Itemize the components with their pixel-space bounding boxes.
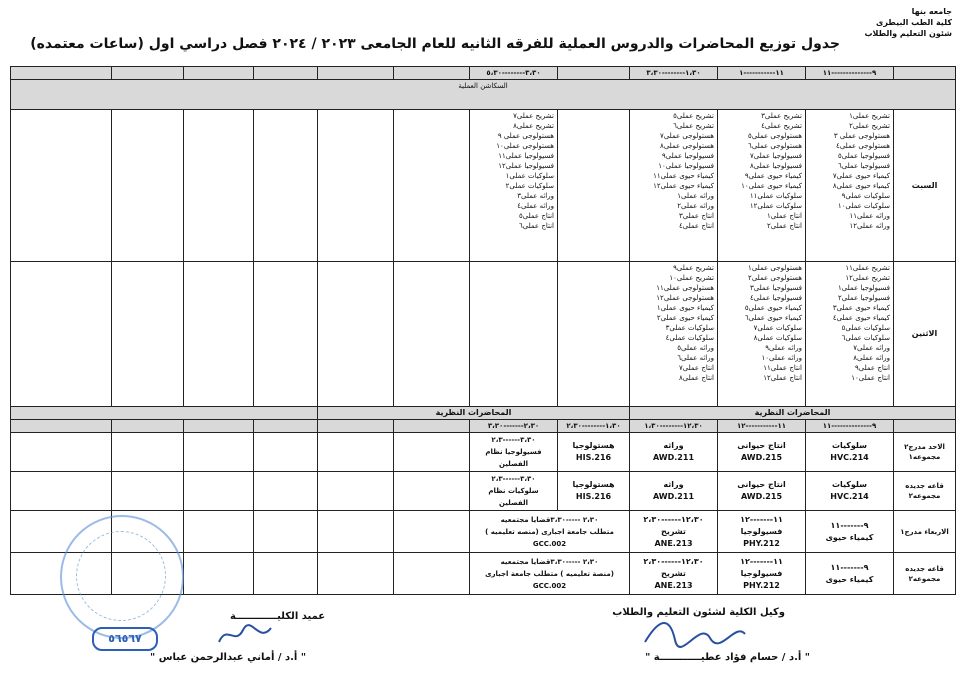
course-cell: ٣،٣٠------٢،٣ فسيولوجيا نظام الفصلين [470, 433, 558, 472]
practical-section-item: هستولوجى عملى١١ [656, 284, 714, 292]
practical-section-item: وراثه عملى٩ [765, 344, 802, 352]
practical-section-item: سلوكيات عملى٣ [665, 324, 714, 332]
practical-section-item: انتاج عملى٢ [766, 222, 802, 230]
practical-section-item: هستولوجى عملى٤ [836, 142, 890, 150]
time-slot: ١،٣٠--------٣،٣٠ [630, 67, 718, 80]
practical-section-item: هستولوجى عملى٦ [748, 142, 802, 150]
practical-section-item: كيمياء حيوى عملى٣ [832, 304, 890, 312]
faculty-stamp [60, 515, 184, 639]
practical-section-item: انتاج عملى٧ [678, 364, 714, 372]
practical-section-item: سلوكيات عملى٢ [505, 182, 554, 190]
time-slot: ٩--------------١١ [806, 67, 894, 80]
practical-section-item: سلوكيات عملى٦ [841, 334, 890, 342]
practical-section-item: سلوكيات عملى١٠ [837, 202, 890, 210]
practical-section-item: تشريح عملى١٢ [845, 274, 890, 282]
course-cell: ١١-------١٢ فسيولوجيا PHY.212 [718, 553, 806, 595]
practical-section-item: هستولوجى عملى٥ [748, 132, 802, 140]
course-cell: ١١-------١٢ فسيولوجيا PHY.212 [718, 511, 806, 553]
practical-section-item: انتاج عملى٥ [518, 212, 554, 220]
department-name: شئون التعليم والطلاب [864, 29, 952, 38]
theory-label-right: المحاضرات النظرية [630, 407, 956, 420]
practical-section-item: وراثه عملى١٠ [761, 354, 802, 362]
course-cell: انتاج حيوانى AWD.215 [718, 472, 806, 511]
practical-section-item: انتاج عملى٣ [678, 212, 714, 220]
practical-section-item: تشريح عملى٣ [761, 112, 802, 120]
practical-section-item: كيمياء حيوى عملى١٠ [741, 182, 802, 190]
dean-signature [215, 622, 275, 648]
dean-name: " أ.د / أماني عبدالرحمن عباس " [150, 652, 307, 663]
practical-section-item: وراثه عملى٥ [677, 344, 714, 352]
sat-slot-2 [718, 110, 806, 262]
practical-section-item: فسيولوجيا عملى٧ [749, 152, 802, 160]
practical-section-item: سلوكيات عملى٩ [841, 192, 890, 200]
practical-section-item: انتاج عملى١٠ [851, 374, 890, 382]
stamp-number: ٥٦٥٦٧ [92, 627, 158, 651]
practical-section-item: فسيولوجيا عملى٤ [749, 294, 802, 302]
practical-section-item: هستولوجى عملى١ [748, 264, 802, 272]
practical-section-item: فسيولوجيا عملى٢ [837, 294, 890, 302]
practical-section-item: انتاج عملى١ [766, 212, 802, 220]
practical-section-item: فسيولوجيا عملى٩ [661, 152, 714, 160]
practical-section-item: تشريح عملى٢ [849, 122, 890, 130]
vice-dean-signature [640, 612, 750, 648]
theory-time: ١٢،٣٠--------١،٣٠ [630, 420, 718, 433]
practical-section-item: وراثه عملى١٢ [849, 222, 890, 230]
practical-section-item: سلوكيات عملى٥ [841, 324, 890, 332]
theory-day: الاربعاء مدرج١ [894, 511, 956, 553]
section-label-row [11, 80, 956, 110]
practical-section-item: هستولوجى عملى٢ [748, 274, 802, 282]
practical-section-item: هستولوجى عملى٧ [660, 132, 714, 140]
course-cell: ٩-------١١ كيمياء حيوى [806, 553, 894, 595]
practical-section-item: انتاج عملى١٢ [763, 374, 802, 382]
mon-slot-3 [630, 262, 718, 407]
practical-section-item: كيمياء حيوى عملى٢ [656, 314, 714, 322]
practical-section-item: تشريح عملى٩ [673, 264, 714, 272]
practical-section-item: كيمياء حيوى عملى٩ [744, 172, 802, 180]
theory-day: قاعه جديده مجموعه٢ [894, 472, 956, 511]
practical-section-item: تشريح عملى٨ [513, 122, 554, 130]
practical-section-item: انتاج عملى٨ [678, 374, 714, 382]
course-cell: ٩-------١١ كيمياء حيوى [806, 511, 894, 553]
theory-time: ١،٣٠--------٢،٣٠ [558, 420, 630, 433]
theory-row [11, 433, 956, 472]
practical-section-item: تشريح عملى٧ [513, 112, 554, 120]
course-cell: ٢،٣٠ -----٣،٣٠قضايا مجتمعيه متطلب جامعة اجبارى (منصه تعليميه ) GCC.002 [470, 511, 630, 553]
day-saturday: السبت [894, 110, 956, 262]
practical-time-row [11, 67, 956, 80]
practical-section-item: هستولوجى عملى ٣ [833, 132, 890, 140]
practical-section-item: هستولوجى عملى١٢ [656, 294, 714, 302]
practical-section-item: وراثه عملى٨ [853, 354, 890, 362]
practical-section-item: سلوكيات عملى١٢ [749, 202, 802, 210]
practical-section-item: تشريح عملى١٠ [669, 274, 714, 282]
course-cell: ١٢،٣٠------٢،٣٠ تشريح ANE.213 [630, 511, 718, 553]
course-cell: سلوكيات HVC.214 [806, 472, 894, 511]
practical-section-item: تشريح عملى٦ [673, 122, 714, 130]
theory-time: ٩--------------١١ [806, 420, 894, 433]
practical-section-item: فسيولوجيا عملى١١ [498, 152, 554, 160]
course-cell: هستولوجيا HIS.216 [558, 472, 630, 511]
practical-section-item: كيمياء حيوى عملى٧ [832, 172, 890, 180]
practical-section-item: سلوكيات عملى١١ [749, 192, 802, 200]
practical-section-item: تشريح عملى٤ [761, 122, 802, 130]
course-cell: سلوكيات HVC.214 [806, 433, 894, 472]
vice-dean-title: وكيل الكلية لشئون التعليم والطلاب [612, 607, 785, 618]
sat-slot-5 [470, 110, 558, 262]
practical-section-item: انتاج عملى٤ [678, 222, 714, 230]
monday-row [11, 262, 956, 407]
course-cell: ٣،٣٠------٢،٣ سلوكيات نظام الفصلين [470, 472, 558, 511]
practical-section-item: كيمياء حيوى عملى١ [656, 304, 714, 312]
theory-day: قاعه جديده مجموعه٢ [894, 553, 956, 595]
schedule-table [10, 66, 956, 595]
practical-section-item: كيمياء حيوى عملى١١ [653, 172, 714, 180]
practical-section-item: سلوكيات عملى٧ [753, 324, 802, 332]
practical-section-item: انتاج عملى١١ [763, 364, 802, 372]
dean-title: عميد الكليــــــــــــة [230, 611, 326, 622]
practical-section-item: وراثه عملى٤ [517, 202, 554, 210]
time-slot: ١١-----------١ [718, 67, 806, 80]
document-title: جدول توزيع المحاضرات والدروس العملية للفرقه الثانيه للعام الجامعى ٢٠٢٣ / ٢٠٢٤ فصل دراسي اول (ساعات معتمده) [30, 36, 840, 52]
practical-section-item: تشريح عملى١ [849, 112, 890, 120]
practical-section-item: فسيولوجيا عملى٣ [749, 284, 802, 292]
theory-label-left: المحاضرات النظرية [318, 407, 630, 420]
practical-section-item: فسيولوجيا عملى٨ [749, 162, 802, 170]
practical-section-item: كيمياء حيوى عملى٥ [744, 304, 802, 312]
sat-slot-3 [630, 110, 718, 262]
theory-time: ٢،٣٠-------٣،٣٠ [470, 420, 558, 433]
mon-slot-2 [718, 262, 806, 407]
practical-section-item: تشريح عملى٥ [673, 112, 714, 120]
theory-day: الاحد مدرج٢ مجموعه١ [894, 433, 956, 472]
practical-section-item: هستولوجى عملى١٠ [496, 142, 554, 150]
practical-section-item: كيمياء حيوى عملى٤ [832, 314, 890, 322]
practical-section-item: انتاج عملى٩ [854, 364, 890, 372]
practical-section-item: وراثه عملى٢ [677, 202, 714, 210]
practical-section-item: سلوكيات عملى٤ [665, 334, 714, 342]
faculty-name: كلية الطب البيطرى [876, 18, 952, 27]
course-cell: وراثه AWD.211 [630, 472, 718, 511]
practical-section-item: وراثه عملى٦ [677, 354, 714, 362]
theory-time: ١١-----------١٢ [718, 420, 806, 433]
practical-section-item: فسيولوجيا عملى٥ [837, 152, 890, 160]
practical-section-item: وراثه عملى١ [677, 192, 714, 200]
course-cell: ٢،٣٠ -----٣،٣٠قضايا مجتمعيه (منصة تعليميه ) متطلب جامعة اجبارى GCC.002 [470, 553, 630, 595]
practical-section-item: تشريح عملى١١ [845, 264, 890, 272]
practical-section-item: فسيولوجيا عملى١ [837, 284, 890, 292]
vice-dean-name: " أ.د / حسام فؤاد عطيــــــــــــة " [645, 652, 810, 663]
practical-section-item: هستولوجى عملى ٩ [497, 132, 554, 140]
practical-section-item: وراثه عملى١١ [849, 212, 890, 220]
time-slot: ٣،٣٠--------٥،٣٠ [470, 67, 558, 80]
course-cell: وراثه AWD.211 [630, 433, 718, 472]
day-monday: الاثنين [894, 262, 956, 407]
practical-section-item: فسيولوجيا عملى٦ [837, 162, 890, 170]
theory-label-row [11, 407, 956, 420]
practical-section-item: وراثه عملى٣ [517, 192, 554, 200]
course-cell: انتاج حيوانى AWD.215 [718, 433, 806, 472]
practical-section-item: كيمياء حيوى عملى٨ [832, 182, 890, 190]
theory-row [11, 472, 956, 511]
saturday-row [11, 110, 956, 262]
course-cell: ١٢،٣٠------٢،٣٠ تشريح ANE.213 [630, 553, 718, 595]
university-name: جامعه بنها [911, 7, 952, 16]
practical-section-item: كيمياء حيوى عملى١٢ [653, 182, 714, 190]
practical-section-item: هستولوجى عملى٨ [660, 142, 714, 150]
practical-section-item: سلوكيات عملى٨ [753, 334, 802, 342]
practical-section-item: فسيولوجيا عملى١٢ [498, 162, 554, 170]
practical-section-item: فسيولوجيا عملى١٠ [658, 162, 714, 170]
sat-slot-1 [806, 110, 894, 262]
practical-section-item: انتاج عملى٦ [518, 222, 554, 230]
practical-section-item: وراثه عملى٧ [853, 344, 890, 352]
practical-sections-label: السكاشن العملية [11, 80, 956, 110]
mon-slot-1 [806, 262, 894, 407]
header-block [864, 6, 952, 39]
practical-section-item: كيمياء حيوى عملى٦ [744, 314, 802, 322]
theory-time-row [11, 420, 956, 433]
practical-section-item: سلوكيات عملى١ [505, 172, 554, 180]
course-cell: هستولوجيا HIS.216 [558, 433, 630, 472]
